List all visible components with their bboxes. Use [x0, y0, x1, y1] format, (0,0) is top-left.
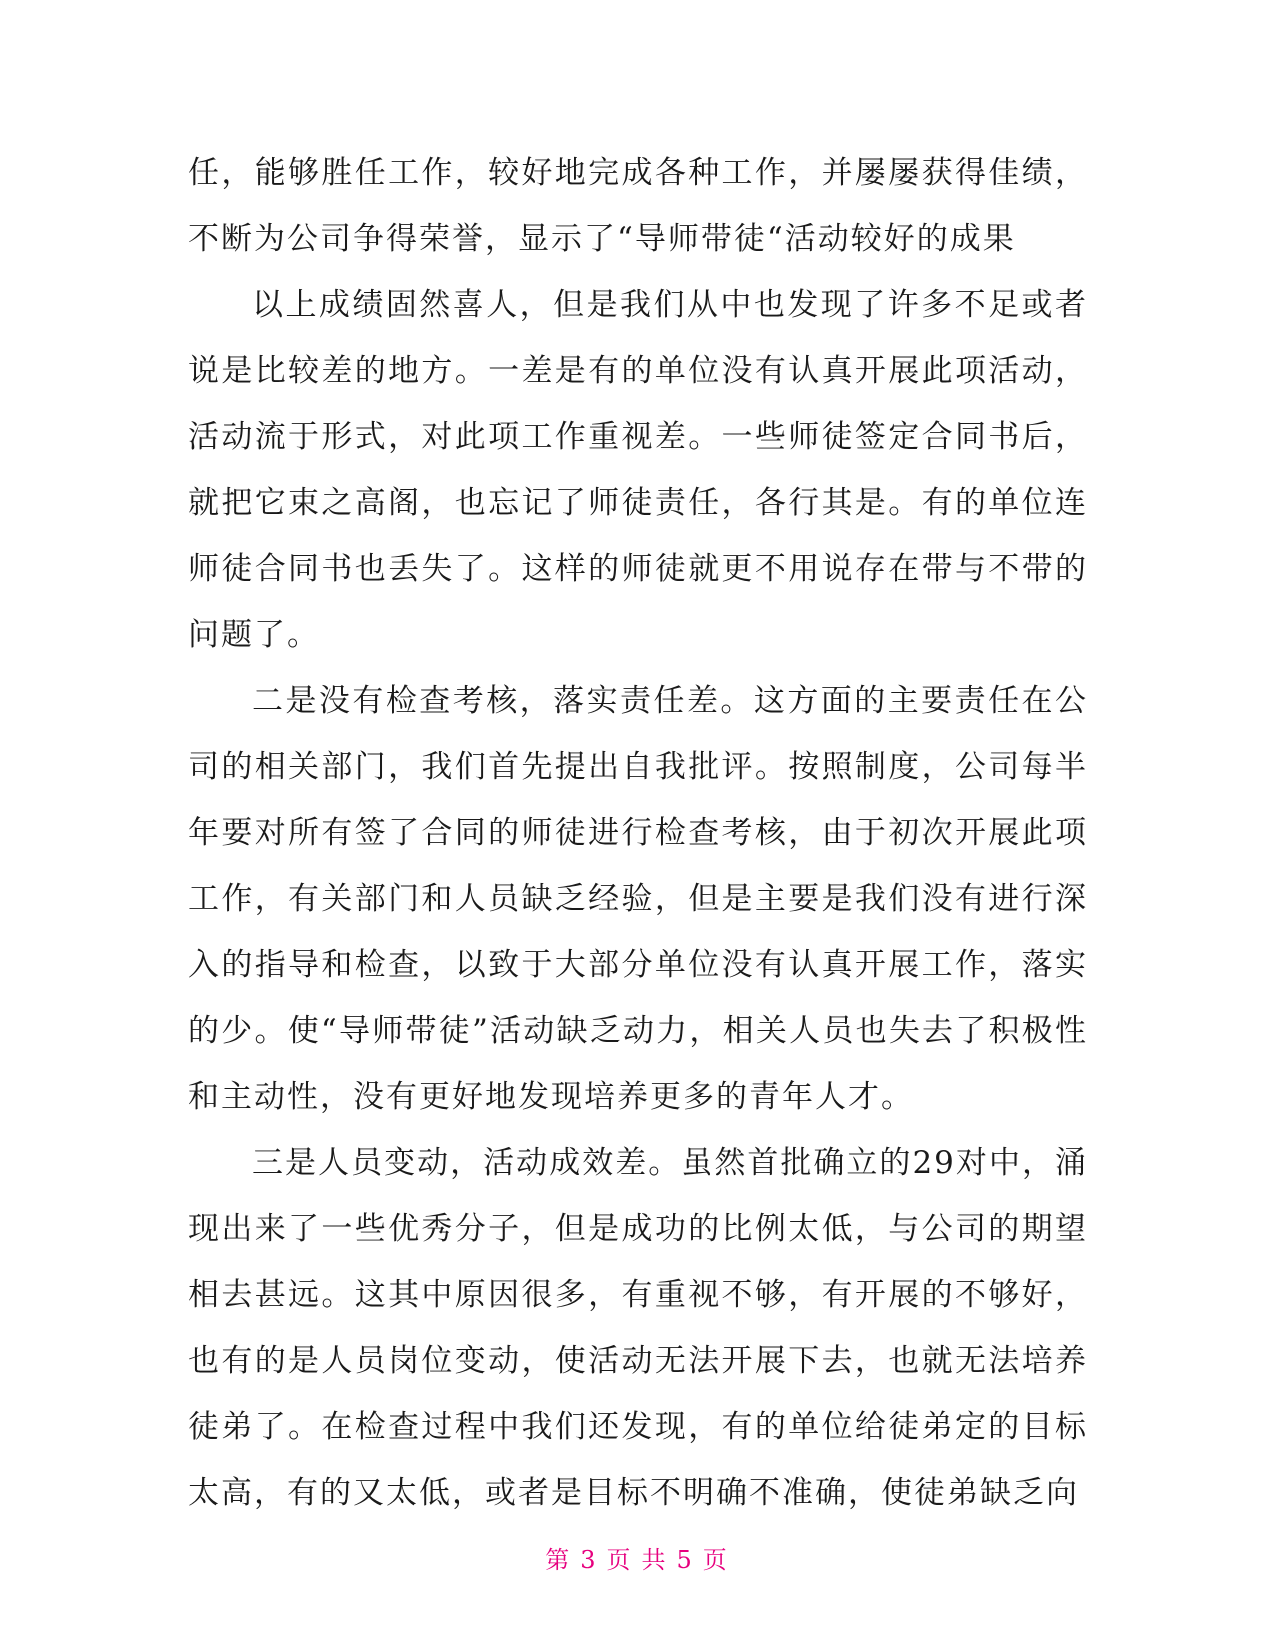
footer-current-page: 3 — [580, 1546, 599, 1574]
page-number-footer — [0, 1540, 1275, 1575]
footer-total-pages: 5 — [676, 1546, 695, 1574]
paragraph-1: 任，能够胜任工作，较好地完成各种工作，并屡屡获得佳绩，不断为公司争得荣誉，显示了“导师带徒“活动较好的成果 — [188, 155, 1088, 257]
footer-total-word: 共 — [641, 1546, 669, 1574]
footer-prefix: 第 — [545, 1546, 573, 1574]
paragraph-2: 以上成绩固然喜人，但是我们从中也发现了许多不足或者说是比较差的地方。一差是有的单位没有认真开展此项活动，活动流于形式，对此项工作重视差。一些师徒签定合同书后，就把它束之高阁，也忘记了师徒责任，各行其是。有的单位连师徒合同书也丢失了。这样的师徒就更不用说存在带与不带的问题了。 — [188, 287, 1088, 653]
footer-page-word: 页 — [606, 1546, 634, 1574]
document-body — [188, 140, 1088, 1526]
paragraph-4: 三是人员变动，活动成效差。虽然首批确立的29对中，涌现出来了一些优秀分子，但是成功的比例太低，与公司的期望相去甚远。这其中原因很多，有重视不够，有开展的不够好，也有的是人员岗位变动，使活动无法开展下去，也就无法培养徒弟了。在检查过程中我们还发现，有的单位给徒弟定的目标太高，有的又太低，或者是目标不明确不准确，使徒弟缺乏向 — [188, 1145, 1088, 1511]
paragraph-3: 二是没有检查考核，落实责任差。这方面的主要责任在公司的相关部门，我们首先提出自我批评。按照制度，公司每半年要对所有签了合同的师徒进行检查考核，由于初次开展此项工作，有关部门和人员缺乏经验，但是主要是我们没有进行深入的指导和检查，以致于大部分单位没有认真开展工作，落实的少。使“导师带徒”活动缺乏动力，相关人员也失去了积极性和主动性，没有更好地发现培养更多的青年人才。 — [188, 683, 1088, 1115]
footer-suffix: 页 — [702, 1546, 730, 1574]
